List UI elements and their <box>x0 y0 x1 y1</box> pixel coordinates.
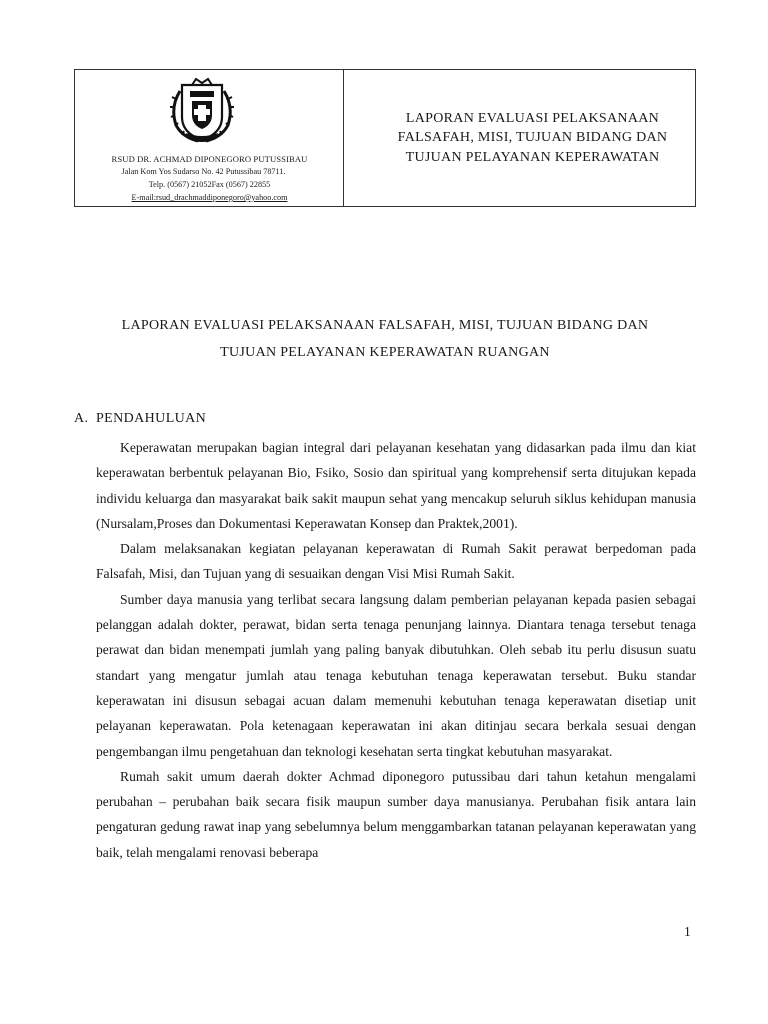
letterhead-institution <box>75 70 344 206</box>
document-title <box>74 312 696 366</box>
letterhead-title-line: LAPORAN EVALUASI PELAKSANAAN <box>405 110 660 126</box>
section-body <box>96 435 696 865</box>
document-title-line: LAPORAN EVALUASI PELAKSANAAN FALSAFAH, MISI, TUJUAN BIDANG DAN <box>121 318 649 333</box>
letterhead-title-line: TUJUAN PELAYANAN KEPERAWATAN <box>405 149 660 165</box>
hospital-emblem-icon <box>168 77 236 143</box>
institution-phone: Telp. (0567) 21052Fax (0567) 22855 <box>148 180 271 189</box>
institution-name: RSUD DR. ACHMAD DIPONEGORO PUTUSSIBAU <box>111 154 308 164</box>
paragraph: Dalam melaksanakan kegiatan pelayanan keperawatan di Rumah Sakit perawat berpedoman pada Falsafah, Misi, dan Tujuan yang di sesuaikan dengan Visi Misi Rumah Sakit. <box>96 541 696 582</box>
section-letter: A. <box>74 411 89 426</box>
letterhead-title-cell <box>344 70 695 206</box>
letterhead-title <box>372 109 668 168</box>
paragraph: Rumah sakit umum daerah dokter Achmad diponegoro putussibau dari tahun ketahun mengalami perubahan – perubahan baik secara fisik maupun sumber daya manusianya. Perubahan fisik antara lain pengaturan gedung rawat inap yang sebelumnya belum menggambarkan tatanan pelayanan keperawatan yang baik, telah mengalami renovasi beberapa <box>96 768 696 860</box>
letterhead <box>74 69 696 207</box>
page-number: 1 <box>684 924 691 939</box>
section-heading <box>74 411 206 427</box>
institution-email: E-mail:rsud_drachmaddiponegoro@yahoo.com <box>131 193 288 202</box>
letterhead-title-line: FALSAFAH, MISI, TUJUAN BIDANG DAN <box>397 130 668 146</box>
document-title-line: TUJUAN PELAYANAN KEPERAWATAN RUANGAN <box>220 345 550 360</box>
institution-address: Jalan Kom Yos Sudarso No. 42 Putussibau 78711. <box>121 167 286 176</box>
paragraph: Keperawatan merupakan bagian integral dari pelayanan kesehatan yang didasarkan pada ilmu dan kiat keperawatan berbentuk pelayanan Bio, Fsiko, Sosio dan spiritual yang komprehensif serta ditujukan kepada individu keluarga dan masyarakat baik sakit maupun sehat yang mencakup seluruh siklus kehidupan manusia (Nursalam,Proses dan Dokumentasi Keperawatan Konsep dan Praktek,2001). <box>96 440 696 531</box>
section-heading-text: PENDAHULUAN <box>96 411 207 426</box>
paragraph: Sumber daya manusia yang terlibat secara langsung dalam pemberian pelayanan kepada pasien sebagai pelanggan adalah dokter, perawat, bidan serta tenaga penunjang lainnya. Diantara tenaga tersebut tenaga perawat dan bidan menempati jumlah yang paling banyak dibutuhkan. Oleh sebab itu perlu disusun suatu standart yang mengatur jumlah atau tenaga kebutuhan tenaga keperawatan tersebut. Buku standar keperawatan ini disusun sebagai acuan dalam memenuhi kebutuhan tenaga keperawatan disetiap unit pelayanan keperawatan. Pola ketenagaan keperawatan ini akan ditinjau secara berkala sesuai dengan pengembangan ilmu pengetahuan dan teknologi kesehatan serta tingkat kebutuhan masyarakat. <box>96 591 696 759</box>
